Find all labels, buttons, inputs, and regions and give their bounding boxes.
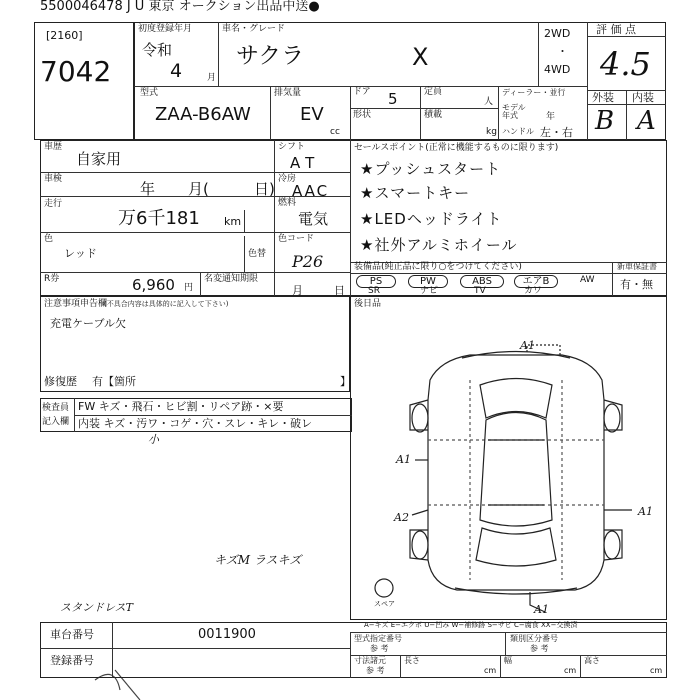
aircon-label: 冷房 xyxy=(278,174,297,184)
load-label: 積載 xyxy=(424,110,443,120)
handwritten-bottom: スタンドレスT xyxy=(60,601,134,614)
capacity-label: 定員 xyxy=(424,87,443,97)
drive-2wd: 2WD xyxy=(544,27,571,40)
equip-navi: ナビ xyxy=(420,286,439,296)
doors-label: ドア xyxy=(353,87,371,97)
length-unit: cm xyxy=(484,666,497,675)
inspection-year: 年 xyxy=(140,180,156,198)
inspector-label-1: 検査員 xyxy=(42,403,70,413)
equip-badge-abs: ABS xyxy=(460,275,504,288)
selling-points-label: セールスポイント(正常に機能するものに限ります) xyxy=(354,143,559,153)
model-designation-reference: 参 考 xyxy=(370,644,389,653)
selling-point-1: ★プッシュスタート xyxy=(360,160,502,178)
inspection-day: 日) xyxy=(254,180,275,198)
length-label: 長さ xyxy=(404,656,420,665)
notice-month: 月 xyxy=(292,284,303,297)
height-label: 高さ xyxy=(584,656,600,665)
shift-value: AT xyxy=(290,154,321,172)
color-value: レッド xyxy=(64,247,97,260)
width-label: 幅 xyxy=(504,656,512,665)
cc-unit: cc xyxy=(330,127,340,137)
inspector-row-1: FW キズ・飛石・ヒビ割・リペア跡・×要 xyxy=(78,400,284,413)
new-warranty-label: 新車保証書 xyxy=(617,262,657,271)
equip-badge-ps: PS xyxy=(356,275,396,288)
score-label: 評 価 点 xyxy=(596,23,636,36)
displacement-label: 排気量 xyxy=(274,88,302,98)
recycle-unit: 円 xyxy=(184,283,194,293)
shape-label: 形状 xyxy=(353,110,372,120)
registration-number-label: 登録番号 xyxy=(50,654,94,667)
category-number-reference: 参 考 xyxy=(530,644,549,653)
dimensions-reference: 参 考 xyxy=(366,666,385,675)
fuel-label: 燃料 xyxy=(278,198,297,208)
name-change-notice-label: 名変通知期限 xyxy=(204,274,259,284)
color-label: 色 xyxy=(44,234,54,244)
header-top-text: 5500046478 J U 東京 オークション出品中送● xyxy=(40,0,320,14)
dimensions-label: 寸法諸元 xyxy=(354,656,386,665)
person-unit: 人 xyxy=(484,97,494,107)
inspection-month: 月( xyxy=(188,180,209,198)
recycle-value: 6,960 xyxy=(132,276,175,294)
model-value: ZAA-B6AW xyxy=(155,104,251,125)
repair-history-label: 修復歴 xyxy=(44,375,77,388)
recycle-label: R券 xyxy=(44,274,60,284)
history-value: 自家用 xyxy=(76,150,122,168)
fuel-value: 電気 xyxy=(298,210,329,228)
handle-label: ハンドル xyxy=(502,127,534,136)
color-change-label: 色替 xyxy=(248,249,267,259)
interior-value: A xyxy=(637,106,656,136)
equip-badge-pw: PW xyxy=(408,275,448,288)
shift-label: シフト xyxy=(278,142,306,152)
handle-value: 左・右 xyxy=(540,126,573,139)
registration-era: 令和 xyxy=(142,41,173,59)
equip-tv: TV xyxy=(474,286,486,296)
registration-year: 4 xyxy=(170,60,183,82)
repair-history-value: 有【箇所 xyxy=(92,375,136,388)
car-name-label: 車名・グレード xyxy=(222,24,286,34)
equip-sr: SR xyxy=(368,286,380,296)
width-unit: cm xyxy=(564,666,577,675)
notice-day: 日 xyxy=(334,284,345,297)
damage-mark-left-rear: A2 xyxy=(394,511,409,524)
chassis-number-value: 0011900 xyxy=(198,627,256,642)
damage-mark-front: A1 xyxy=(520,339,535,352)
notes-sub-label: (不具合内容は具体的に記入して下さい) xyxy=(104,300,229,308)
model-label: 型式 xyxy=(140,88,159,98)
drive-dot: ・ xyxy=(557,45,568,58)
doors-value: 5 xyxy=(388,90,398,108)
inspector-row-2: 内装 キズ・汚ワ・コゲ・穴・スレ・キレ・破レ xyxy=(78,417,313,430)
repair-bracket-end: 】 xyxy=(340,375,351,388)
mileage-label: 走行 xyxy=(44,199,63,209)
selling-point-3: ★LEDヘッドライト xyxy=(360,210,503,228)
handwritten-small: 小 xyxy=(148,433,159,446)
aircon-value: AAC xyxy=(292,182,330,200)
mileage-unit: km xyxy=(224,215,242,228)
kg-unit: kg xyxy=(486,127,497,137)
drive-4wd: 4WD xyxy=(544,63,571,76)
model-designation-label: 型式指定番号 xyxy=(354,634,402,643)
car-name: サクラ xyxy=(236,43,305,69)
damage-legend: A−キズ E−エクボ U−凹み W−補修跡 S−サビ C−腐食 XX−交換済 xyxy=(364,621,578,629)
handwritten-note: キズM ラスキズ xyxy=(214,553,302,567)
inspection-label: 車検 xyxy=(44,174,63,184)
after-market-label: 後日品 xyxy=(354,299,382,309)
height-unit: cm xyxy=(650,666,663,675)
notes-label: 注意事項申告欄 xyxy=(44,299,108,309)
displacement-value: EV xyxy=(300,104,324,125)
damage-mark-left-front: A1 xyxy=(396,453,411,466)
history-label: 車歴 xyxy=(44,142,63,152)
equip-leather: カワ xyxy=(524,286,543,296)
spare-label: スペア xyxy=(374,600,395,608)
score-value: 4.5 xyxy=(600,45,651,83)
model-year-label: モデル年式 xyxy=(502,103,526,120)
dealer-label: ディーラー・並行 xyxy=(502,88,566,97)
equip-badge-airbag: エアB xyxy=(514,275,558,288)
inspector-label-2: 記入欄 xyxy=(42,417,70,427)
exterior-value: B xyxy=(595,106,615,136)
chassis-number-label: 車台番号 xyxy=(50,628,94,641)
selling-point-4: ★社外アルミホイール xyxy=(360,236,518,254)
lot-code: [2160] xyxy=(46,29,83,42)
color-code-label: 色コード xyxy=(278,234,315,244)
interior-label: 内装 xyxy=(632,91,654,104)
exterior-label: 外装 xyxy=(592,91,614,104)
damage-mark-right-rear: A1 xyxy=(638,505,653,518)
lot-number: 7042 xyxy=(40,55,112,88)
car-grade: X xyxy=(412,43,429,71)
damage-mark-rear: A1 xyxy=(534,603,549,616)
notes-content: 充電ケーブル欠 xyxy=(50,317,127,330)
selling-point-2: ★スマートキー xyxy=(360,184,471,202)
warranty-value: 有・無 xyxy=(620,278,653,291)
model-year-unit: 年 xyxy=(546,112,556,122)
color-code-value: P26 xyxy=(292,252,324,271)
equip-badge-aw: AW xyxy=(580,275,595,285)
category-number-label: 類別区分番号 xyxy=(510,634,558,643)
equipment-label: 装備品(純正品に限り○をつけてください) xyxy=(354,262,522,272)
registration-month-unit: 月 xyxy=(207,73,217,83)
mileage-value: 万6千181 xyxy=(118,208,200,229)
registration-label: 初度登録年月 xyxy=(138,24,193,34)
